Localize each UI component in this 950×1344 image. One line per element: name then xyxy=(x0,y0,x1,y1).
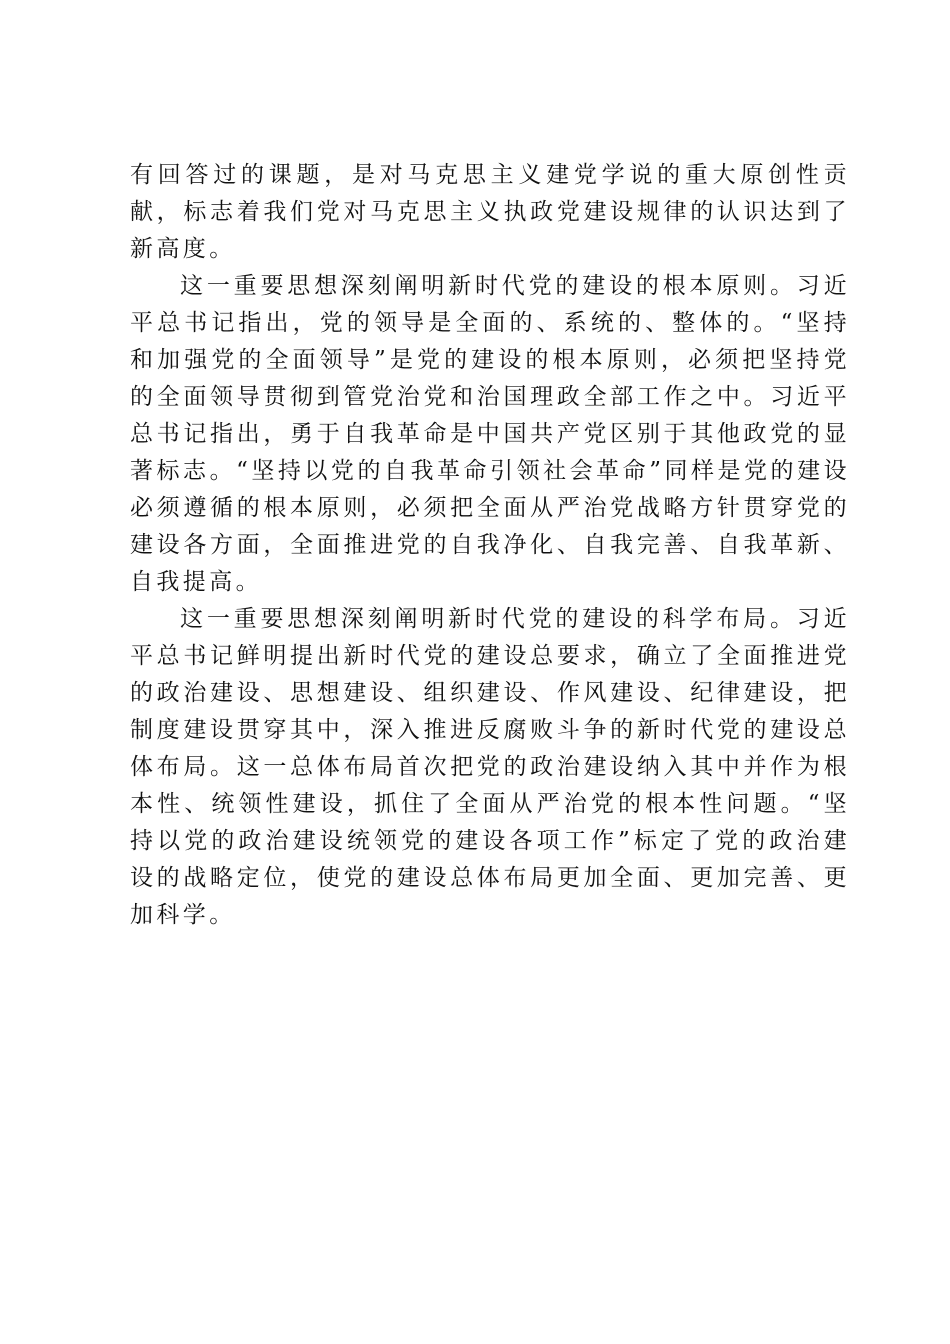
paragraph-fundamental-principles: 这一重要思想深刻阐明新时代党的建设的根本原则。习近平总书记指出，党的领导是全面的、系统的、整体的。“坚持和加强党的全面领导”是党的建设的根本原则，必须把坚持党的全面领导贯彻到管党治党和治国理政全部工作之中。习近平总书记指出，勇于自我革命是中国共产党区别于其他政党的显著标志。“坚持以党的自我革命引领社会革命”同样是党的建设必须遵循的根本原则，必须把全面从严治党战略方针贯穿党的建设各方面，全面推进党的自我净化、自我完善、自我革新、自我提高。 xyxy=(130,273,850,595)
paragraph-continuation: 有回答过的课题，是对马克思主义建党学说的重大原创性贡献，标志着我们党对马克思主义执政党建设规律的认识达到了新高度。 xyxy=(130,162,850,262)
paragraph-scientific-layout: 这一重要思想深刻阐明新时代党的建设的科学布局。习近平总书记鲜明提出新时代党的建设总要求，确立了全面推进党的政治建设、思想建设、组织建设、作风建设、纪律建设，把制度建设贯穿其中，深入推进反腐败斗争的新时代党的建设总体布局。这一总体布局首次把党的政治建设纳入其中并作为根本性、统领性建设，抓住了全面从严治党的根本性问题。“坚持以党的政治建设统领党的建设各项工作”标定了党的政治建设的战略定位，使党的建设总体布局更加全面、更加完善、更加科学。 xyxy=(130,606,850,928)
document-body xyxy=(130,157,850,934)
